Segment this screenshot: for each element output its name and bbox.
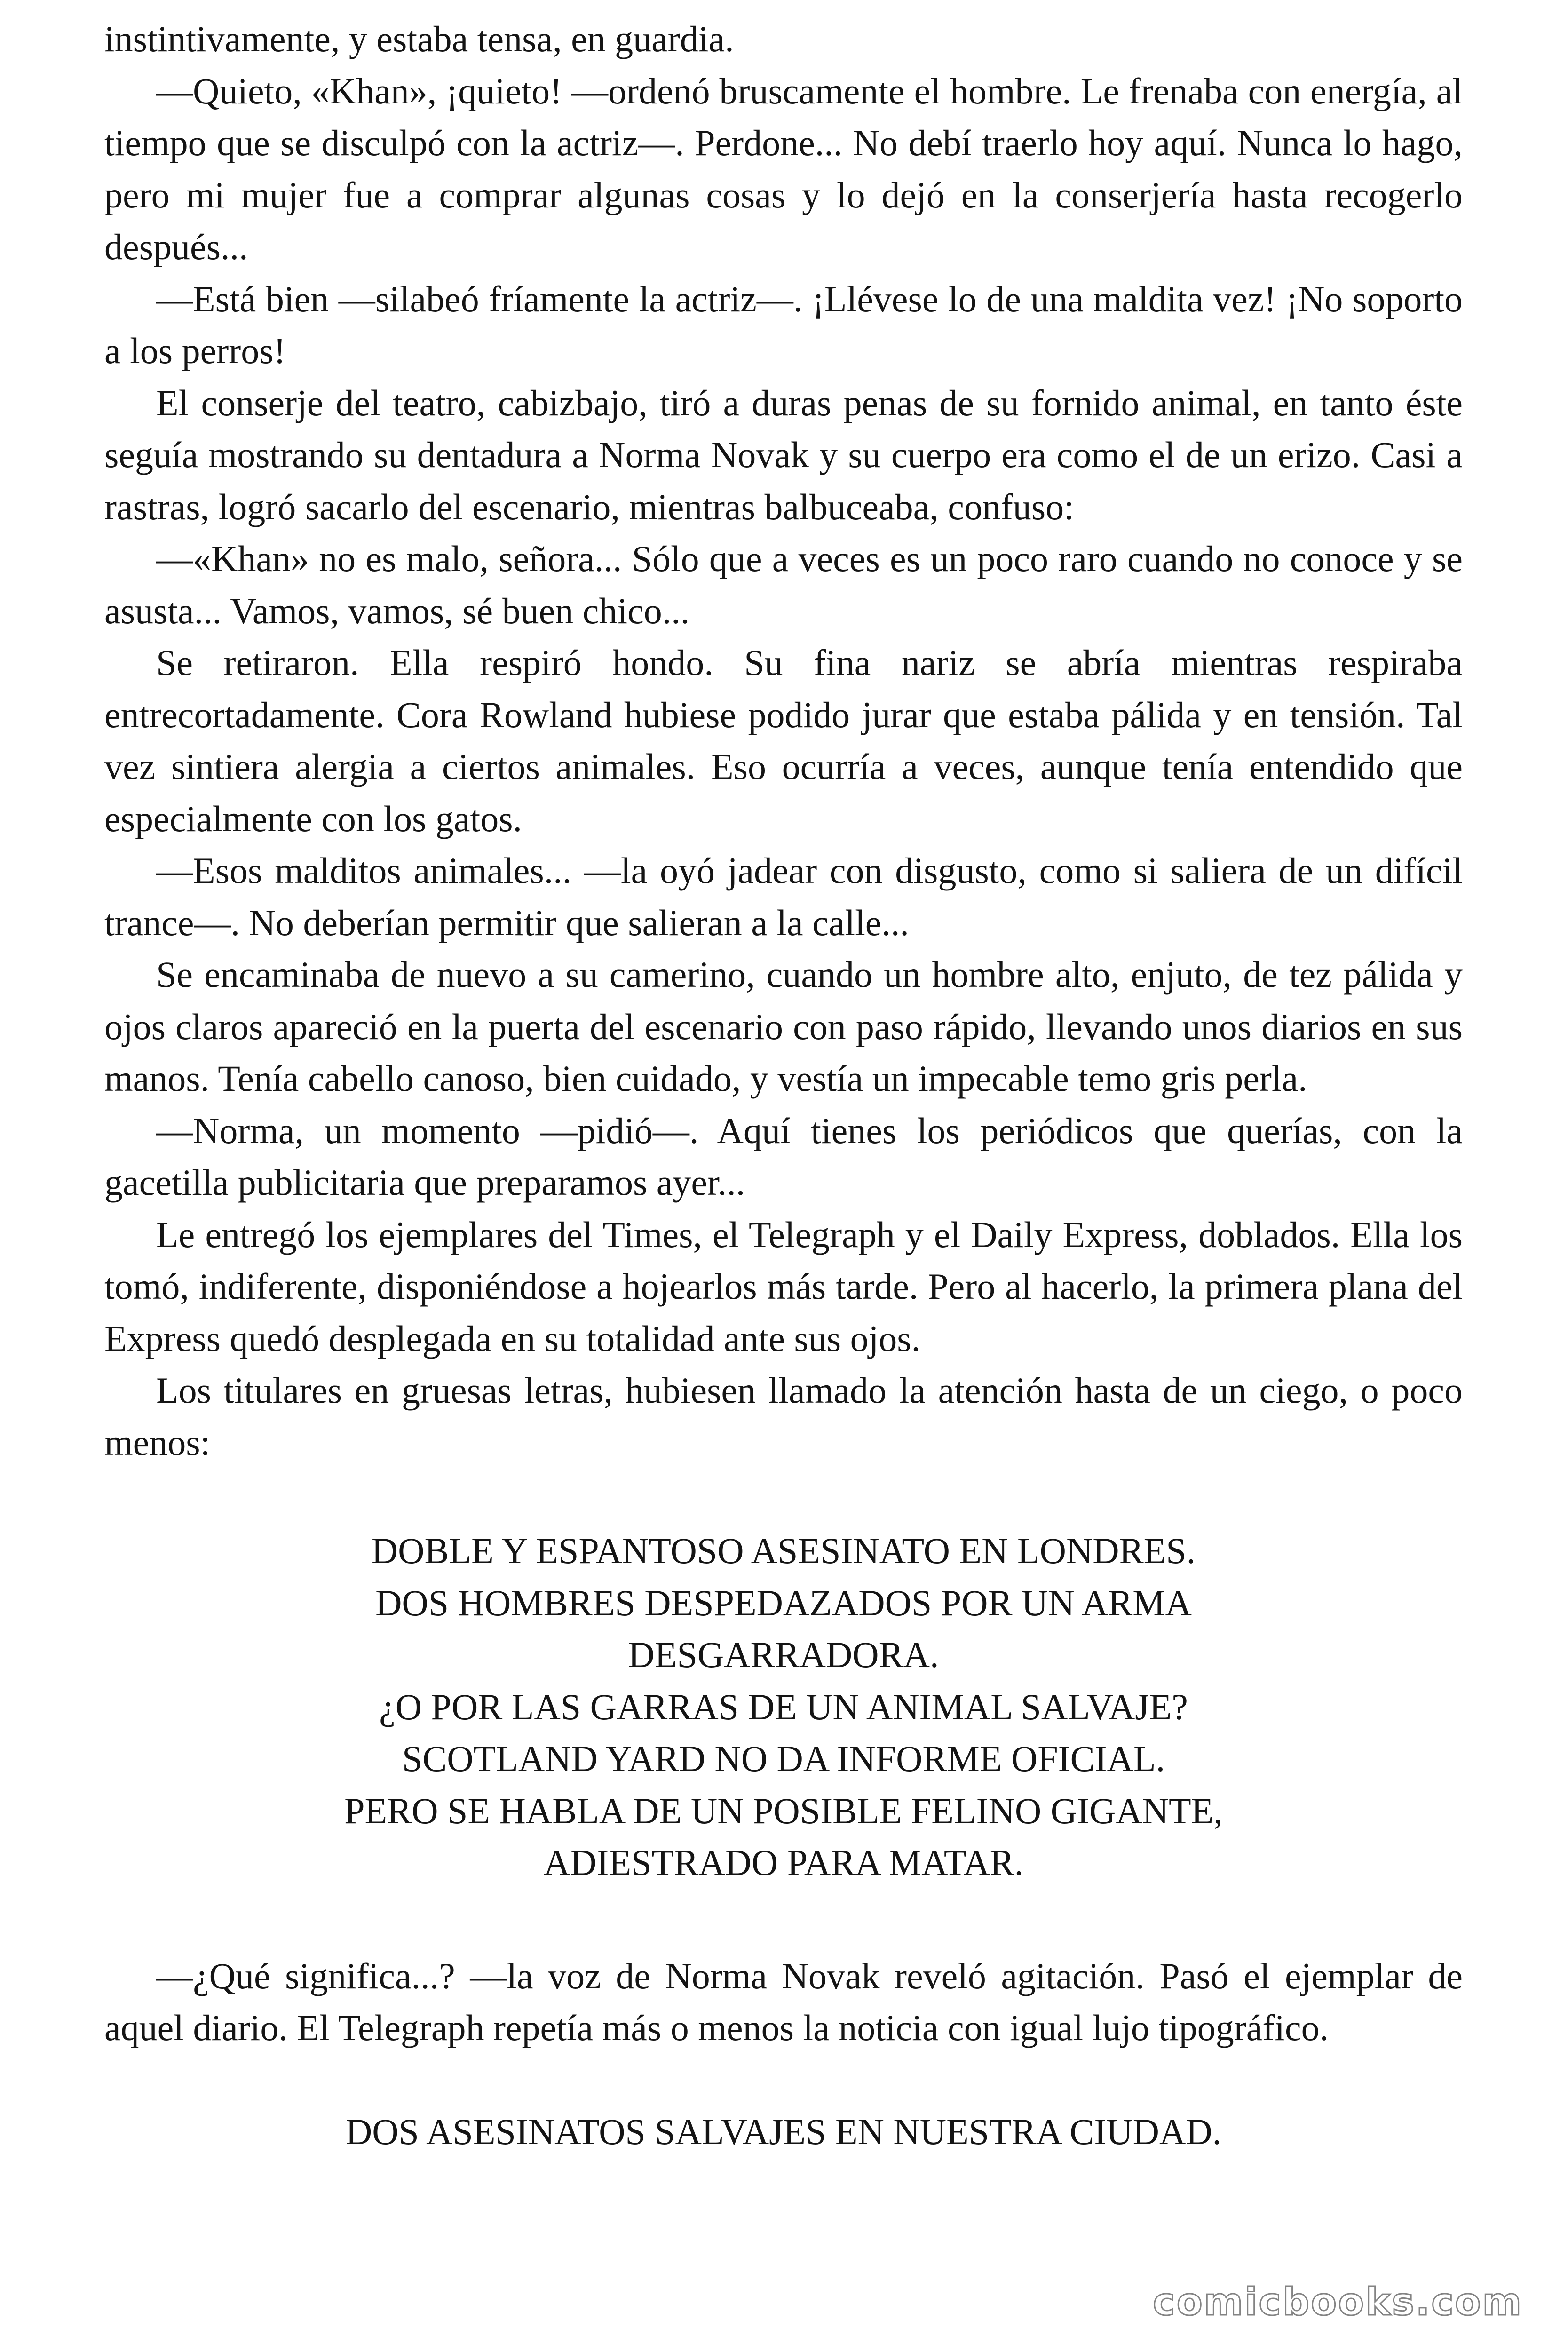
paragraph: El conserje del teatro, cabizbajo, tiró a duras penas de su fornido animal, en tanto éste seguía mostrando su dentadura a Norma Novak y su cuerpo era como el de un erizo. Casi a rastras, logró sacarlo del escenario, mientras balbuceaba, confuso: <box>104 382 1463 527</box>
newspaper-headline <box>104 1525 1463 1889</box>
headline-line: DESGARRADORA. <box>628 1634 939 1675</box>
headline-line: ¿O POR LAS GARRAS DE UN ANIMAL SALVAJE? <box>379 1686 1188 1727</box>
book-page <box>104 13 1463 2158</box>
headline-line: PERO SE HABLA DE UN POSIBLE FELINO GIGANTE, <box>344 1790 1223 1831</box>
paragraph: Le entregó los ejemplares del Times, el Telegraph y el Daily Express, doblados. Ella los tomó, indiferente, disponiéndose a hojearlos más tarde. Pero al hacerlo, la primera plana del Express quedó desplegada en su totalidad ante sus ojos. <box>104 1214 1463 1359</box>
site-watermark: comicbooks.com <box>1153 2280 1523 2324</box>
paragraph: Se encaminaba de nuevo a su camerino, cuando un hombre alto, enjuto, de tez pálida y ojos claros apareció en la puerta del escenario con paso rápido, llevando unos diarios en sus manos. Tenía cabello canoso, bien cuidado, y vestía un impecable temo gris perla. <box>104 954 1463 1099</box>
closing-paragraph: —¿Qué significa...? —la voz de Norma Novak reveló agitación. Pasó el ejemplar de aquel diario. El Telegraph repetía más o menos la noticia con igual lujo tipográfico. <box>104 1955 1463 2048</box>
headline-line: ADIESTRADO PARA MATAR. <box>543 1842 1024 1883</box>
headline-line: DOBLE Y ESPANTOSO ASESINATO EN LONDRES. <box>371 1530 1196 1571</box>
headline-line: DOS HOMBRES DESPEDAZADOS POR UN ARMA <box>375 1582 1192 1623</box>
paragraph: Se retiraron. Ella respiró hondo. Su fina nariz se abría mientras respiraba entrecortadamente. Cora Rowland hubiese podido jurar que estaba pálida y en tensión. Tal vez sintiera alergia a ciertos animales. Eso ocurría a veces, aunque tenía entendido que especialmente con los gatos. <box>104 642 1463 839</box>
paragraph: Los titulares en gruesas letras, hubiesen llamado la atención hasta de un ciego, o poco menos: <box>104 1370 1463 1463</box>
second-headline: DOS ASESINATOS SALVAJES EN NUESTRA CIUDAD. <box>345 2111 1222 2152</box>
paragraph: instintivamente, y estaba tensa, en guardia. <box>104 18 734 59</box>
headline-line: SCOTLAND YARD NO DA INFORME OFICIAL. <box>402 1738 1165 1779</box>
paragraph: —Norma, un momento —pidió—. Aquí tienes los periódicos que querías, con la gacetilla publicitaria que preparamos ayer... <box>104 1110 1463 1203</box>
paragraph: —Esos malditos animales... —la oyó jadear con disgusto, como si saliera de un difícil trance—. No deberían permitir que salieran a la calle... <box>104 850 1463 943</box>
paragraph: —Quieto, «Khan», ¡quieto! —ordenó bruscamente el hombre. Le frenaba con energía, al tiempo que se disculpó con la actriz—. Perdone... No debí traerlo hoy aquí. Nunca lo hago, pero mi mujer fue a comprar algunas cosas y lo dejó en la conserjería hasta recogerlo después... <box>104 70 1463 267</box>
paragraph: —Está bien —silabeó fríamente la actriz—. ¡Llévese lo de una maldita vez! ¡No soporto a los perros! <box>104 278 1463 371</box>
paragraph: —«Khan» no es malo, señora... Sólo que a veces es un poco raro cuando no conoce y se asusta... Vamos, vamos, sé buen chico... <box>104 538 1463 631</box>
